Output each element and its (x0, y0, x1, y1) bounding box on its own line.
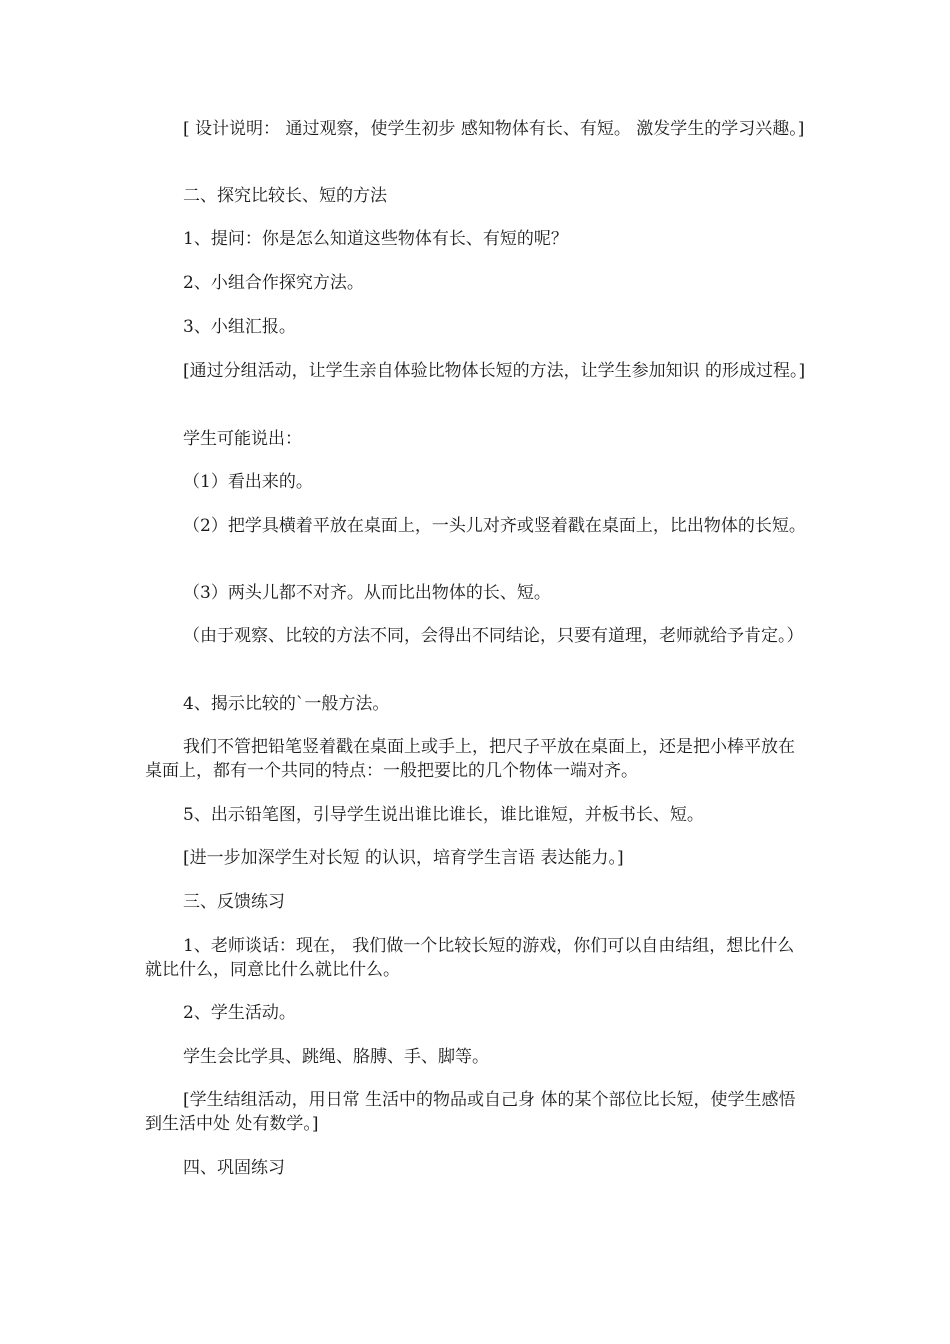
teacher-talk-paragraph: 1、老师谈话：现在， 我们做一个比较长短的游戏，你们可以自由结组，想比什么就比什么，同意比什么就比什么。 (145, 936, 795, 980)
deepen-understanding-note: [进一步加深学生对长短 的认识，培育学生言语 表达能力。] (183, 848, 624, 868)
section-heading-3: 三、反馈练习 (183, 892, 285, 912)
group-activity-note-2: [学生结组活动，用日常 生活中的物品或自己身 体的某个部位比长短，使学生感悟到生活中处 处有数学。] (145, 1090, 796, 1134)
students-may-say: 学生可能说出： (183, 429, 302, 449)
step-3-paragraph: 3、小组汇报。 (183, 317, 296, 337)
section-heading-4: 四、巩固练习 (183, 1158, 285, 1178)
step-1-paragraph: 1、提问：你是怎么知道这些物体有长、有短的呢？ (183, 229, 568, 249)
common-feature-paragraph: 我们不管把铅笔竖着戳在桌面上或手上，把尺子平放在桌面上，还是把小棒平放在桌面上，都有一个共同的特点：一般把要比的几个物体一端对齐。 (145, 737, 795, 781)
step-5-paragraph: 5、出示铅笔图，引导学生说出谁比谁长，谁比谁短，并板书长、短。 (183, 805, 704, 825)
answer-2: （2）把学具横着平放在桌面上，一头儿对齐或竖着戳在桌面上，比出物体的长短。 (183, 516, 806, 536)
answer-3: （3）两头儿都不对齐。从而比出物体的长、短。 (183, 583, 551, 603)
design-note-paragraph: [ 设计说明： 通过观察，使学生初步 感知物体有长、有短。 激发学生的学习兴趣。] (183, 119, 805, 139)
group-activity-note: [通过分组活动，让学生亲自体验比物体长短的方法，让学生参加知识 的形成过程。] (183, 361, 806, 381)
step-4-paragraph: 4、揭示比较的`一般方法。 (183, 694, 390, 714)
step-2-paragraph: 2、小组合作探究方法。 (183, 273, 364, 293)
section-heading-2: 二、探究比较长、短的方法 (183, 186, 387, 206)
students-compare-paragraph: 学生会比学具、跳绳、胳膊、手、脚等。 (183, 1047, 489, 1067)
answer-1: （1）看出来的。 (183, 472, 313, 492)
student-activity-paragraph: 2、学生活动。 (183, 1003, 296, 1023)
teacher-note: （由于观察、比较的方法不同，会得出不同结论，只要有道理，老师就给予肯定。） (183, 626, 804, 646)
